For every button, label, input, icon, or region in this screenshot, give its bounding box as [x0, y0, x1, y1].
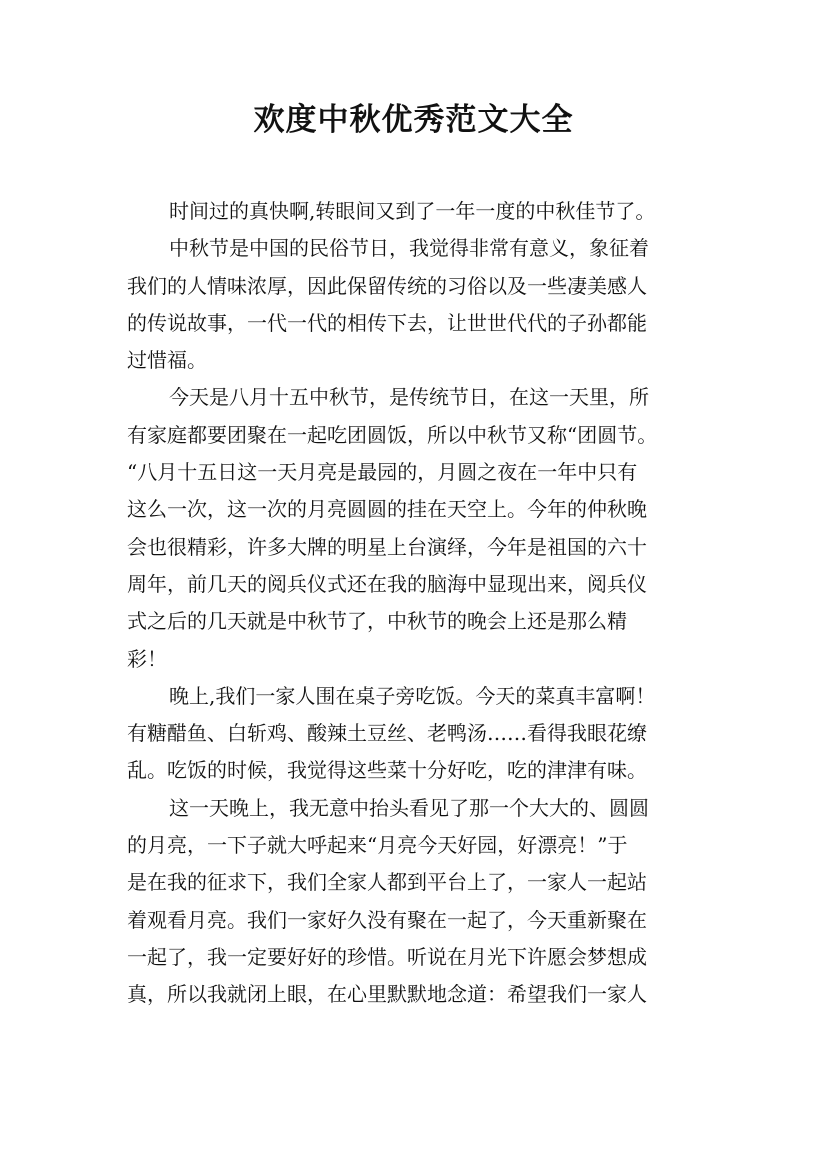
document-body: [127, 193, 717, 1014]
text-line: 过惜福。: [127, 348, 207, 373]
text-line: 是在我的征求下，我们全家人都到平台上了，一家人一起站: [127, 870, 647, 895]
document-title: 欢度中秋优秀范文大全: [253, 102, 574, 138]
text-line: 晚上,我们一家人围在桌子旁吃饭。今天的菜真丰富啊！: [169, 683, 656, 708]
text-line: 的月亮，一下子就大呼起来“月亮今天好园，好漂亮！”于: [127, 833, 628, 858]
text-line: 一起了，我一定要好好的珍惜。听说在月光下许愿会梦想成: [127, 944, 647, 969]
text-line: 着观看月亮。我们一家好久没有聚在一起了，今天重新聚在: [127, 907, 647, 932]
text-line: 今天是八月十五中秋节，是传统节日，在这一天里，所: [169, 385, 649, 410]
text-line: 有糖醋鱼、白斩鸡、酸辣土豆丝、老鸭汤……看得我眼花缭: [127, 721, 647, 746]
text-line: “八月十五日这一天月亮是最园的，月圆之夜在一年中只有: [127, 460, 638, 485]
text-line: 彩！: [127, 646, 167, 671]
text-line: 周年，前几天的阅兵仪式还在我的脑海中显现出来，阅兵仪: [127, 571, 647, 596]
text-line: 这么一次，这一次的月亮圆圆的挂在天空上。今年的仲秋晚: [127, 497, 647, 522]
text-line: 式之后的几天就是中秋节了，中秋节的晚会上还是那么精: [127, 609, 627, 634]
text-line: 会也很精彩，许多大牌的明星上台演绎，今年是祖国的六十: [127, 534, 647, 559]
text-line: 时间过的真快啊,转眼间又到了一年一度的中秋佳节了。: [169, 199, 656, 223]
text-line: 中秋节是中国的民俗节日，我觉得非常有意义，象征着: [169, 236, 649, 261]
text-line: 乱。吃饭的时候，我觉得这些菜十分好吃，吃的津津有味。: [127, 758, 647, 783]
text-line: 我们的人情味浓厚，因此保留传统的习俗以及一些凄美感人: [127, 273, 647, 298]
text-line: 这一天晚上，我无意中抬头看见了那一个大大的、圆圆: [169, 795, 649, 820]
text-line: 真，所以我就闭上眼，在心里默默地念道：希望我们一家人: [127, 982, 647, 1007]
text-line: 有家庭都要团聚在一起吃团圆饭，所以中秋节又称“团圆节。: [127, 422, 658, 447]
text-line: 的传说故事，一代一代的相传下去，让世世代代的子孙都能: [127, 310, 647, 335]
